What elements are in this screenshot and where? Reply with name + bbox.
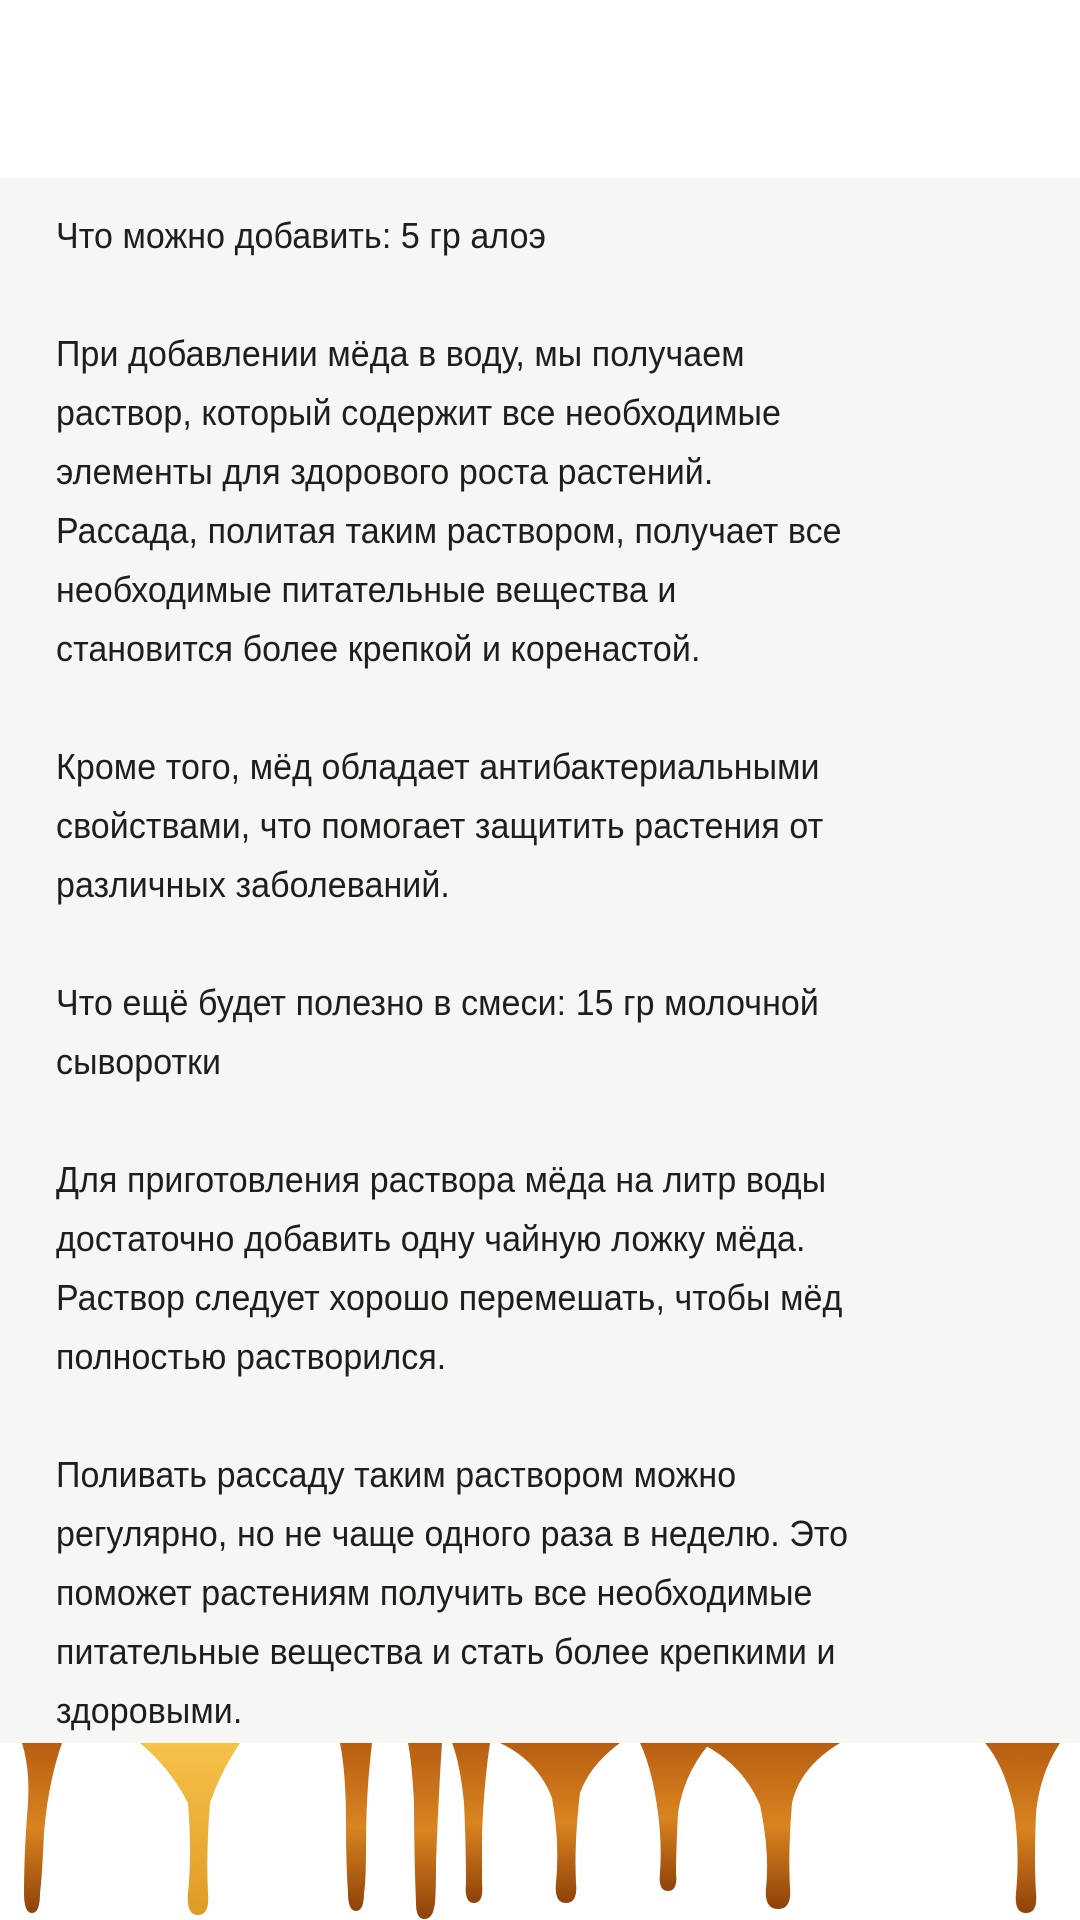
top-blank-area <box>0 0 1080 178</box>
paragraph-aloe: Что можно добавить: 5 гр алоэ <box>56 215 546 256</box>
paragraph-watering: Поливать рассаду таким раствором можно регулярно, но не чаще одного раза в неделю. Это поможет растениям получить все необходимые питательные вещества и стать более крепкими и здоровыми. <box>56 1454 849 1731</box>
honey-drips-image <box>0 1743 1080 1920</box>
article-text-card <box>0 178 1080 1743</box>
paragraph-preparation: Для приготовления раствора мёда на литр воды достаточно добавить одну чайную ложку мёда. Раствор следует хорошо перемешать, чтобы мёд полностью растворился. <box>56 1159 843 1377</box>
paragraph-whey: Что ещё будет полезно в смеси: 15 гр молочной сыворотки <box>56 982 819 1082</box>
paragraph-antibacterial: Кроме того, мёд обладает антибактериальными свойствами, что помогает защитить растения от различных заболеваний. <box>56 746 824 905</box>
honey-drips-graphic <box>0 1743 1080 1920</box>
paragraph-honey-solution: При добавлении мёда в воду, мы получаем раствор, который содержит все необходимые элементы для здорового роста растений. Рассада, политая таким раствором, получает все необходимые питательные вещества и становится более крепкой и коренастой. <box>56 333 842 669</box>
